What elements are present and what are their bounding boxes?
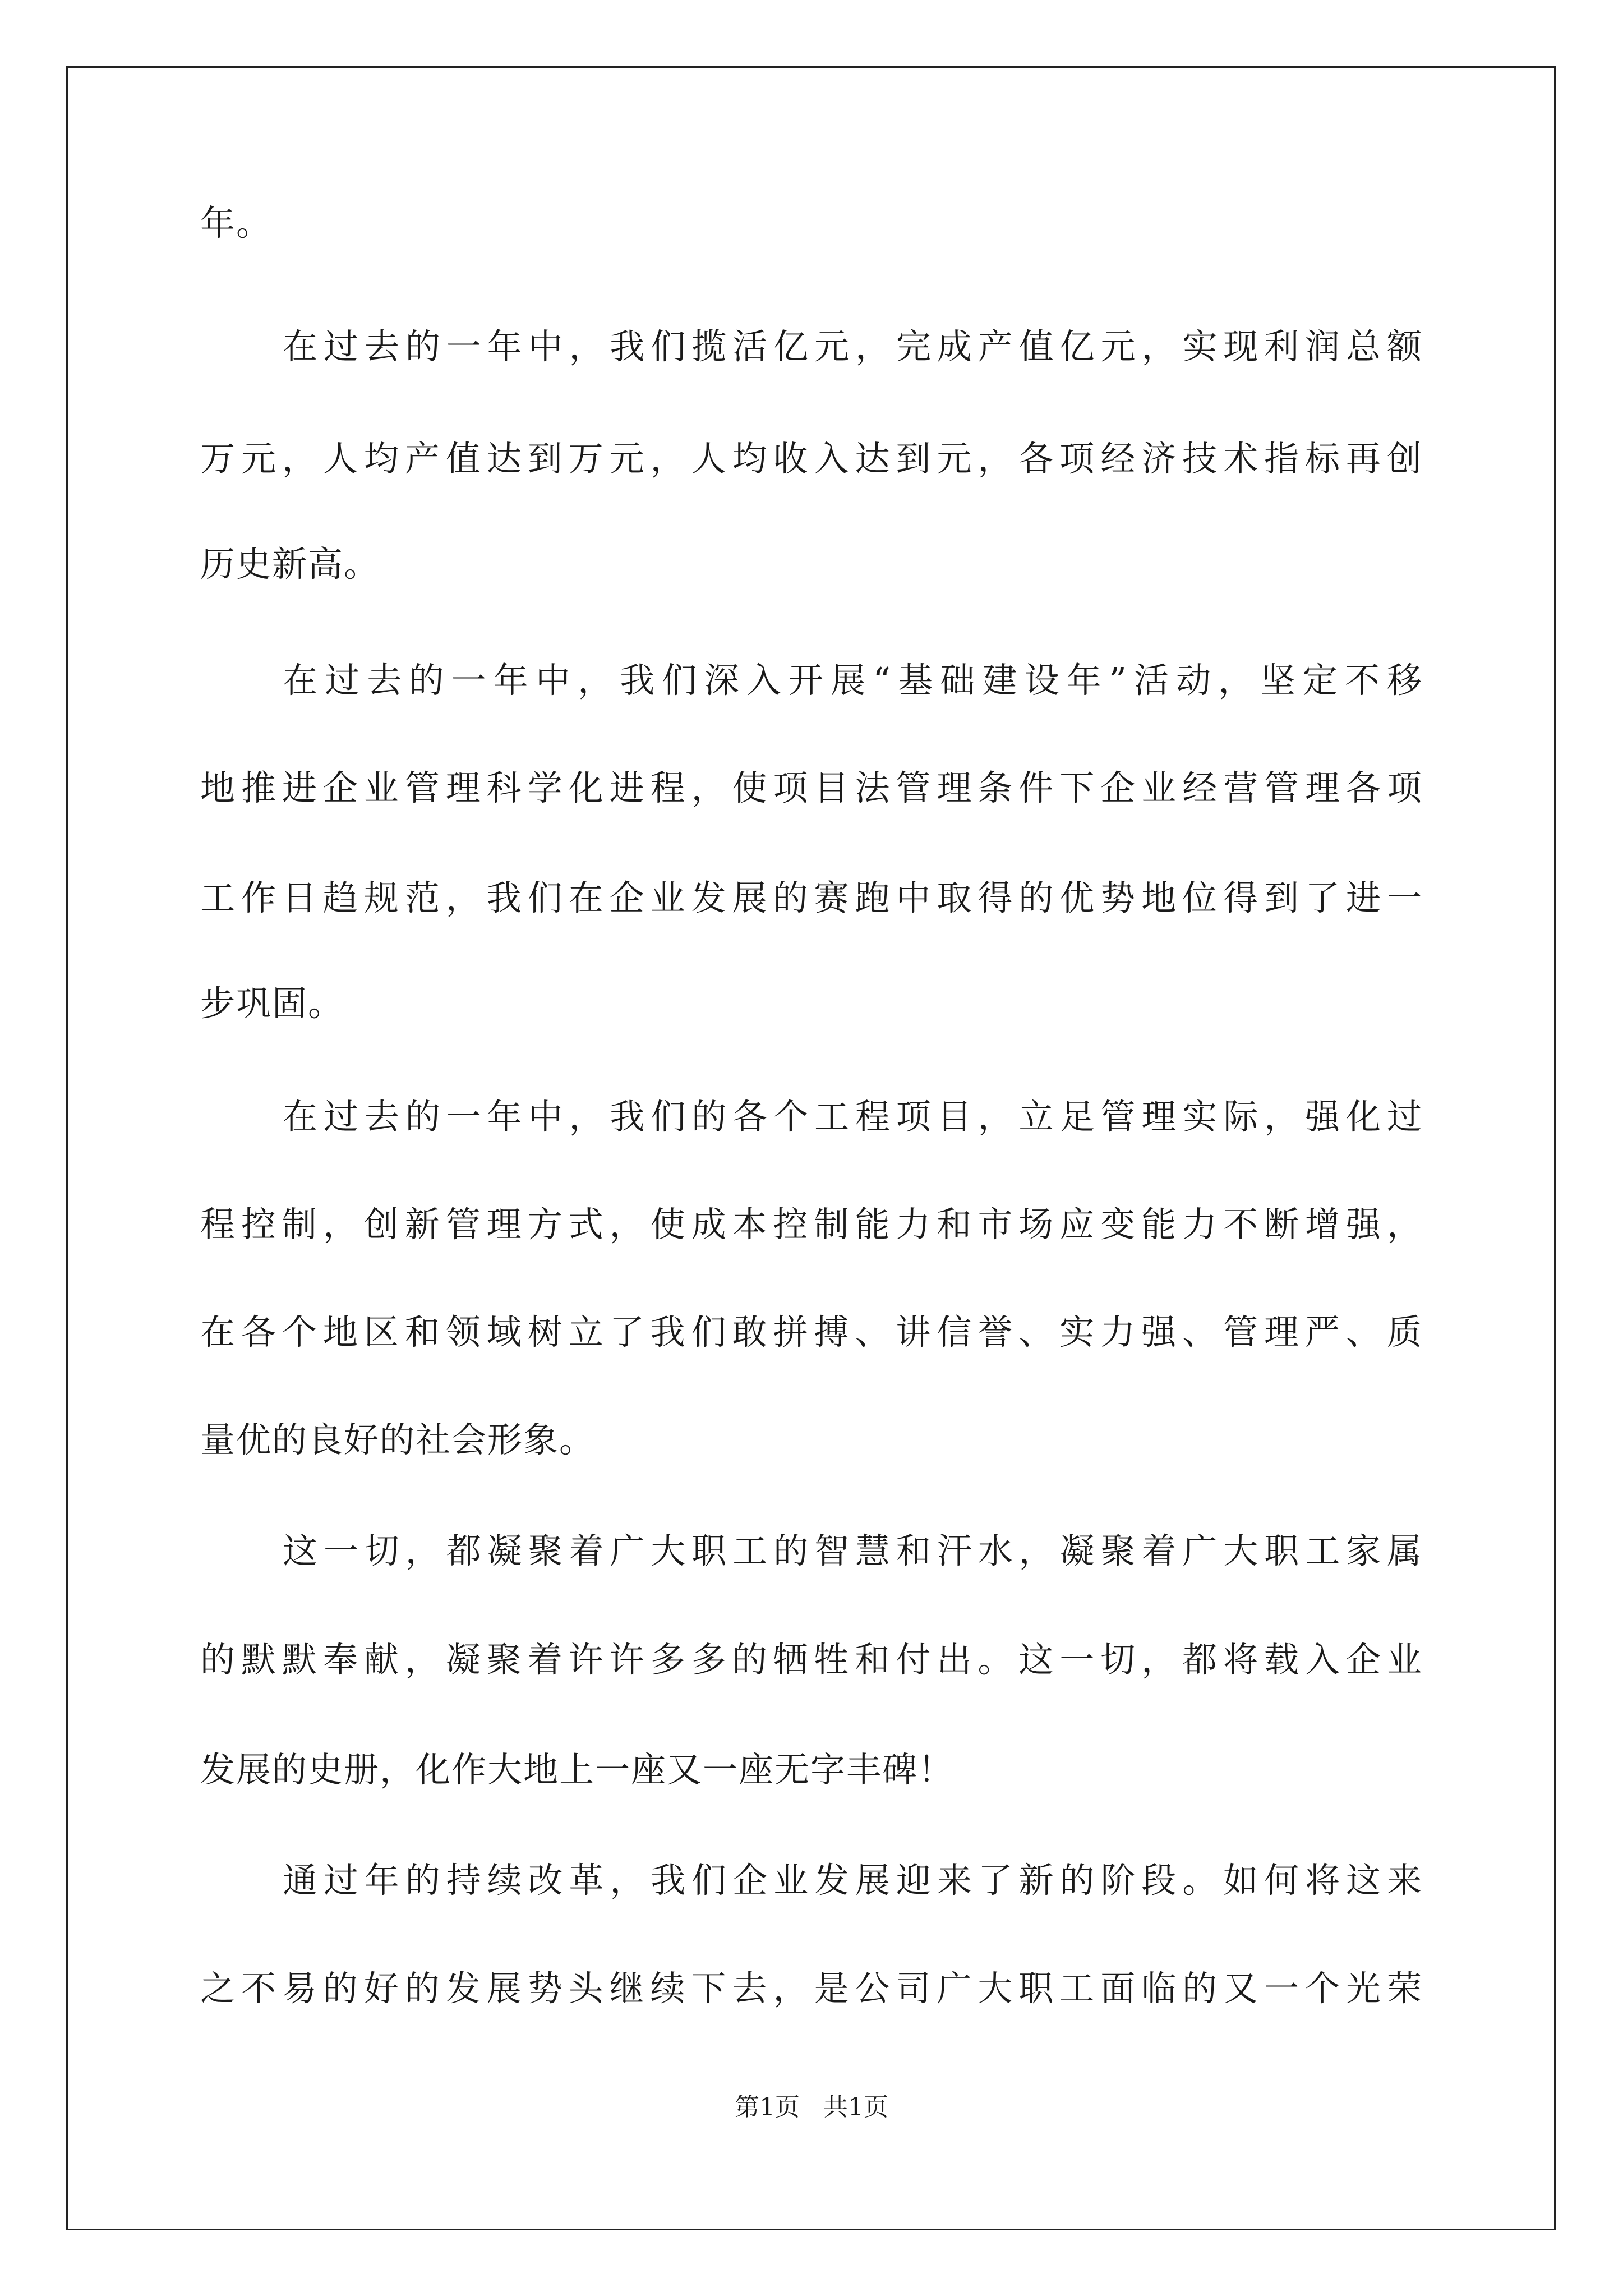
paragraph-line: 年。 [200,203,273,243]
paragraph-line: 历史新高。 [200,544,380,585]
paragraph-line: 的默默奉献，凝聚着许许多多的牺牲和付出。这一切，都将载入企业 [200,1639,1423,1680]
paragraph-line: 在各个地区和领域树立了我们敢拼搏、讲信誉、实力强、管理严、质 [200,1312,1423,1352]
paragraph-line: 程控制，创新管理方式，使成本控制能力和市场应变能力不断增强， [200,1204,1423,1245]
page-footer: 第1页 共1页 [735,2093,888,2122]
paragraph-line: 在过去的一年中，我们揽活亿元，完成产值亿元，实现利润总额 [283,326,1423,367]
paragraph-line: 之不易的好的发展势头继续下去，是公司广大职工面临的又一个光荣 [200,1968,1423,2009]
paragraph-line: 万元，人均产值达到万元，人均收入达到元，各项经济技术指标再创 [200,438,1423,479]
paragraph-line: 量优的良好的社会形象。 [200,1419,596,1460]
paragraph-line: 地推进企业管理科学化进程，使项目法管理条件下企业经营管理各项 [200,767,1423,808]
paragraph-line: 发展的史册，化作大地上一座又一座无字丰碑！ [200,1749,955,1790]
paragraph-line: 步巩固。 [200,983,344,1024]
paragraph-line: 这一切，都凝聚着广大职工的智慧和汗水，凝聚着广大职工家属 [283,1530,1423,1571]
paragraph-line: 通过年的持续改革，我们企业发展迎来了新的阶段。如何将这来 [283,1860,1423,1901]
paragraph-line: 工作日趋规范，我们在企业发展的赛跑中取得的优势地位得到了进一 [200,877,1423,918]
paragraph-line: 在过去的一年中，我们的各个工程项目，立足管理实际，强化过 [283,1096,1423,1137]
paragraph-line: 在过去的一年中，我们深入开展“基础建设年”活动，坚定不移 [283,660,1423,701]
